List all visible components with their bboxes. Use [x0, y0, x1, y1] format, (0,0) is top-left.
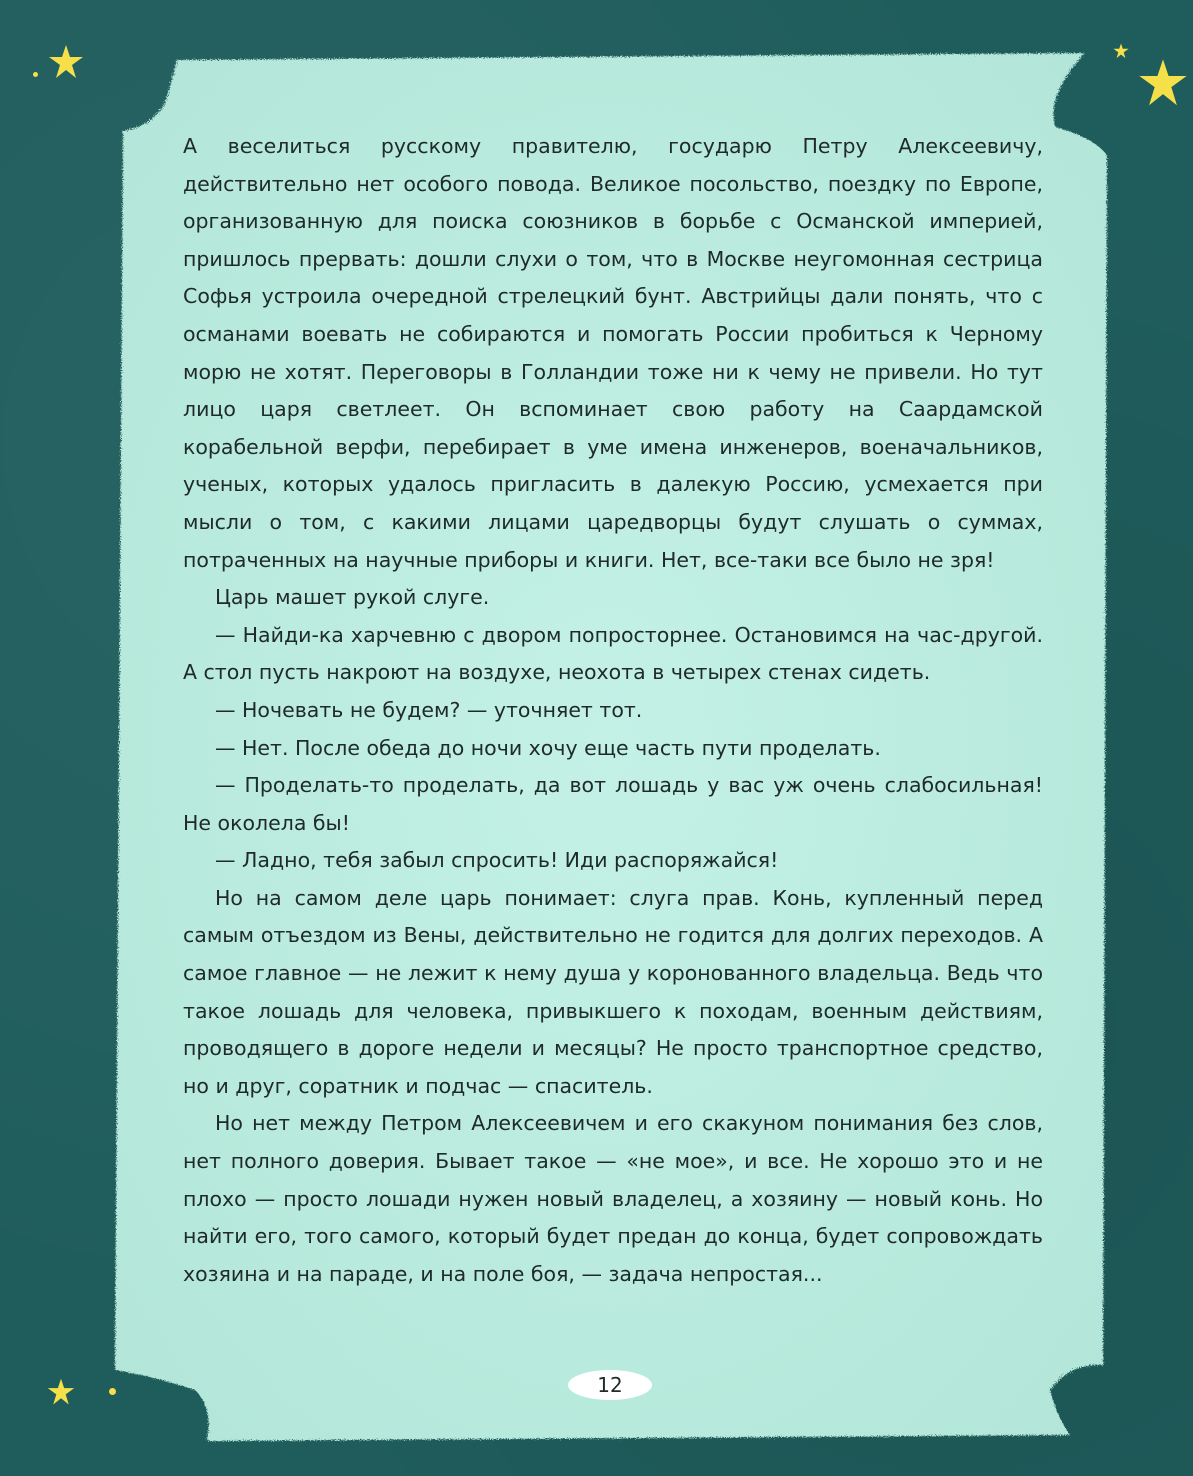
paragraph: Но на самом деле царь понимает: слуга прав. Конь, купленный перед самым отъездом из Вены, действительно не годится для долгих переходов. А самое главное — не лежит к нему душа у коронованного владельца. Ведь что такое лошадь для человека, привыкшего к походам, военным действиям, проводящего в дороге недели и месяцы? Не просто транспортное средство, но и друг, соратник и подчас — спаситель.	[183, 885, 1043, 1098]
main-text	[183, 128, 1043, 1293]
paragraph: — Нет. После обеда до ночи хочу еще часть пути проделать.	[215, 735, 881, 760]
paragraph: Но нет между Петром Алексеевичем и его скакуном понимания без слов, нет полного доверия. Бывает такое — «не мое», и все. Не хорошо это и не плохо — просто лошади нужен новый владелец, а хозяину — новый конь. Но найти его, того самого, который будет предан до конца, будет сопровождать хозяина и на параде, и на поле боя, — задача непростая...	[183, 1111, 1043, 1286]
star-icon	[47, 1378, 75, 1406]
star-icon	[1113, 43, 1129, 59]
star-icon	[48, 44, 84, 80]
star-icon	[1138, 58, 1188, 108]
paragraph: А веселиться русскому правителю, государю Петру Алексеевичу, действительно нет особого повода. Великое посольство, поездку по Европе, организованную для поиска союзников в борьбе с Османской империей, пришлось прервать: дошли слухи о том, что в Москве неугомонная сестрица Софья устроила очередной стрелецкий бунт. Австрийцы дали понять, что с османами воевать не собираются и помогать России пробиться к Черному морю не хотят. Переговоры в Голландии тоже ни к чему не привели. Но тут лицо царя светлеет. Он вспоминает свою работу на Саардамской корабельной верфи, перебирает в уме имена инженеров, военачальников, ученых, которых удалось пригласить в далекую Россию, усмехается при мысли о том, с какими лицами царедворцы будут слушать о суммах, потраченных на научные приборы и книги. Нет, все-таки все было не зря!	[183, 134, 1043, 572]
paragraph: — Проделать-то проделать, да вот лошадь у вас уж очень слабосильная! Не околела бы!	[183, 773, 1043, 835]
page-number: 12	[597, 1373, 623, 1397]
paragraph: — Найди-ка харчевню с двором попросторнее. Остановимся на час-другой. А стол пусть накроют на воздухе, неохота в четырех стенах сидеть.	[183, 622, 1043, 685]
star-dot	[33, 72, 38, 77]
page-number-badge	[568, 1370, 652, 1400]
paragraph: Царь машет рукой слуге.	[215, 585, 490, 610]
paragraph: — Ночевать не будем? — уточняет тот.	[215, 697, 643, 722]
paragraph: — Ладно, тебя забыл спросить! Иди распоряжайся!	[215, 848, 779, 873]
